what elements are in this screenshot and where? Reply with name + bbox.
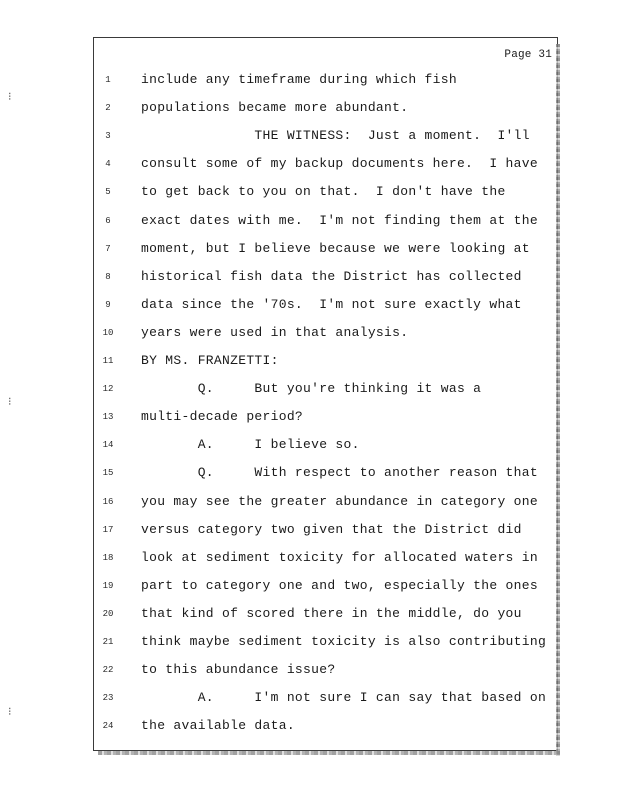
line-text: look at sediment toxicity for allocated waters in [141, 549, 538, 565]
line-number: 18 [102, 552, 114, 563]
line-text: A. I'm not sure I can say that based on [141, 690, 547, 706]
line-text: THE WITNESS: Just a moment. I'll [141, 128, 530, 144]
page-number-header: Page 31 [504, 49, 552, 61]
line-number: 16 [102, 496, 114, 507]
line-text: historical fish data the District has collected [141, 268, 522, 284]
transcript-line [93, 325, 558, 343]
page-bottom-shadow [98, 751, 560, 755]
margin-mark-top: ⁝ [8, 92, 12, 104]
transcript-line [93, 72, 558, 90]
line-text: A. I believe so. [141, 437, 360, 453]
transcript-line [93, 550, 558, 568]
transcript-line [93, 522, 558, 540]
line-number: 21 [102, 637, 114, 647]
line-text: include any timeframe during which fish [141, 72, 457, 87]
line-text: versus category two given that the District did [141, 521, 522, 537]
line-text: moment, but I believe because we were looking at [141, 240, 530, 256]
transcript-line [93, 128, 558, 146]
transcript-line [93, 156, 558, 174]
transcript-line [93, 437, 558, 455]
line-text: you may see the greater abundance in category one [141, 493, 538, 509]
line-text: to this abundance issue? [141, 662, 336, 678]
line-number: 11 [102, 356, 114, 366]
line-number: 13 [102, 412, 114, 423]
line-number: 8 [105, 271, 111, 282]
line-text: think maybe sediment toxicity is also contributing [141, 634, 547, 649]
line-number: 3 [105, 131, 111, 142]
line-number: 5 [105, 187, 111, 198]
line-text: the available data. [141, 718, 295, 734]
transcript-line [93, 184, 558, 202]
line-number: 24 [102, 721, 114, 732]
line-number: 17 [102, 524, 114, 535]
line-text: multi-decade period? [141, 409, 304, 425]
line-number: 12 [102, 384, 114, 395]
line-text: to get back to you on that. I don't have the [141, 184, 506, 200]
transcript-line [93, 578, 558, 596]
transcript-line [93, 718, 558, 736]
transcript-line [93, 241, 558, 259]
margin-mark-middle: ⁝ [8, 397, 12, 409]
line-number: 2 [105, 103, 111, 114]
line-number: 10 [102, 327, 114, 338]
line-text: populations became more abundant. [141, 100, 409, 116]
transcript-line [93, 409, 558, 427]
line-text: years were used in that analysis. [141, 324, 409, 340]
transcript-line [93, 381, 558, 399]
line-text: part to category one and two, especially the ones [141, 577, 538, 593]
line-number: 14 [102, 440, 114, 451]
line-number: 20 [102, 608, 114, 619]
line-text: exact dates with me. I'm not finding them at the [141, 212, 538, 228]
line-text: Q. But you're thinking it was a [141, 381, 482, 397]
transcript-line [93, 353, 558, 371]
transcript-line [93, 465, 558, 483]
line-text: data since the '70s. I'm not sure exactly what [141, 296, 522, 312]
transcript-line [93, 690, 558, 708]
transcript-line [93, 100, 558, 118]
transcript-line [93, 213, 558, 231]
transcript-line [93, 297, 558, 315]
transcript-line [93, 269, 558, 287]
line-number: 22 [102, 665, 114, 676]
line-number: 1 [105, 75, 111, 85]
line-number: 9 [105, 299, 111, 310]
line-number: 7 [105, 243, 111, 254]
transcript-line [93, 634, 558, 652]
line-number: 23 [102, 693, 114, 704]
transcript-line [93, 662, 558, 680]
transcript-line [93, 494, 558, 512]
transcript-line [93, 606, 558, 624]
line-number: 15 [102, 468, 114, 479]
line-number: 19 [102, 580, 114, 591]
line-text: consult some of my backup documents here. I have [141, 156, 538, 172]
margin-mark-bottom: ⁝ [8, 707, 12, 719]
line-text: that kind of scored there in the middle, do you [141, 605, 522, 621]
line-text: Q. With respect to another reason that [141, 465, 538, 481]
line-number: 4 [105, 159, 111, 170]
line-number: 6 [105, 215, 111, 226]
line-text: BY MS. FRANZETTI: [141, 353, 279, 368]
